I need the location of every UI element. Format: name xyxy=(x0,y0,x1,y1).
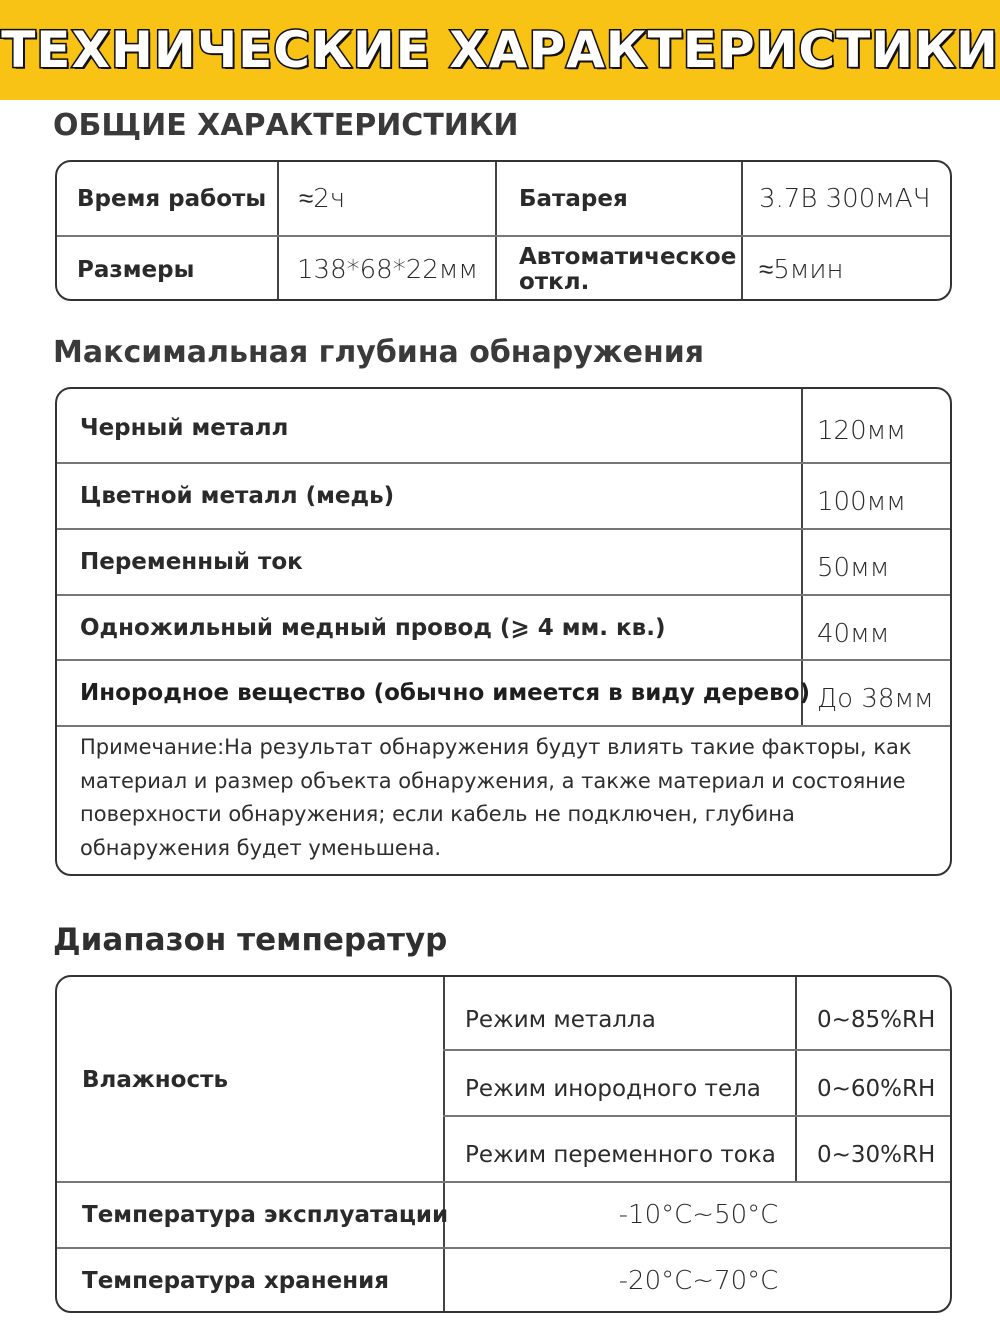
header-banner xyxy=(0,0,1000,100)
general-specs-table xyxy=(55,160,952,301)
temperature-section-title: Диапазон температур xyxy=(53,922,448,958)
humidity-mode-label: Режим инородного тела xyxy=(465,1076,761,1102)
depth-section-title: Максимальная глубина обнаружения xyxy=(53,335,705,370)
spec-value-battery: 3.7В 300мАЧ xyxy=(759,183,931,214)
page-title: ТЕХНИЧЕСКИЕ ХАРАКТЕРИСТИКИ xyxy=(1,21,999,79)
depth-row-label: Черный металл xyxy=(80,415,289,441)
depth-row-value: 100мм xyxy=(817,487,906,517)
depth-row-value: 120мм xyxy=(817,416,906,446)
spec-label-dimensions: Размеры xyxy=(77,256,195,283)
depth-row-label: Одножильный медный провод (⩾ 4 мм. кв.) xyxy=(80,615,666,641)
spec-label-auto-off: Автоматическое откл. xyxy=(519,243,737,295)
spec-label-battery: Батарея xyxy=(519,185,628,212)
depth-row-label: Инородное вещество (обычно имеется в виду дерево) xyxy=(80,680,811,706)
humidity-mode-value: 0~60%RH xyxy=(817,1076,936,1102)
depth-row-label: Переменный ток xyxy=(80,549,303,575)
storage-temp-value: -20°C~70°C xyxy=(618,1266,779,1296)
humidity-mode-value: 0~30%RH xyxy=(817,1142,936,1168)
humidity-label: Влажность xyxy=(82,1066,228,1093)
depth-row-label: Цветной металл (медь) xyxy=(80,483,395,509)
humidity-mode-value: 0~85%RH xyxy=(817,1007,936,1033)
spec-value-auto-off: ≈5мин xyxy=(759,255,844,285)
depth-row-value: 40мм xyxy=(817,619,890,649)
depth-row-value: До 38мм xyxy=(817,684,934,714)
storage-temp-label: Температура хранения xyxy=(82,1268,389,1294)
depth-note: Примечание:На результат обнаружения будут влиять такие факторы, как материал и размер объекта обнаружения, а также материал и состояние поверхности обнаружения; если кабель не подключен, глубина обнаружения будет уменьшена. xyxy=(80,735,912,860)
operating-temp-value: -10°C~50°C xyxy=(618,1200,779,1230)
depth-row-value: 50мм xyxy=(817,553,890,583)
temperature-table xyxy=(55,975,952,1313)
spec-value-work-time: ≈2ч xyxy=(299,184,346,214)
general-section-title: ОБЩИЕ ХАРАКТЕРИСТИКИ xyxy=(53,108,519,143)
spec-label-work-time: Время работы xyxy=(77,185,267,212)
humidity-mode-label: Режим металла xyxy=(465,1007,656,1033)
operating-temp-label: Температура эксплуатации xyxy=(82,1202,449,1228)
depth-table xyxy=(55,387,952,876)
spec-value-dimensions: 138*68*22мм xyxy=(297,254,479,285)
humidity-mode-label: Режим переменного тока xyxy=(465,1142,776,1168)
